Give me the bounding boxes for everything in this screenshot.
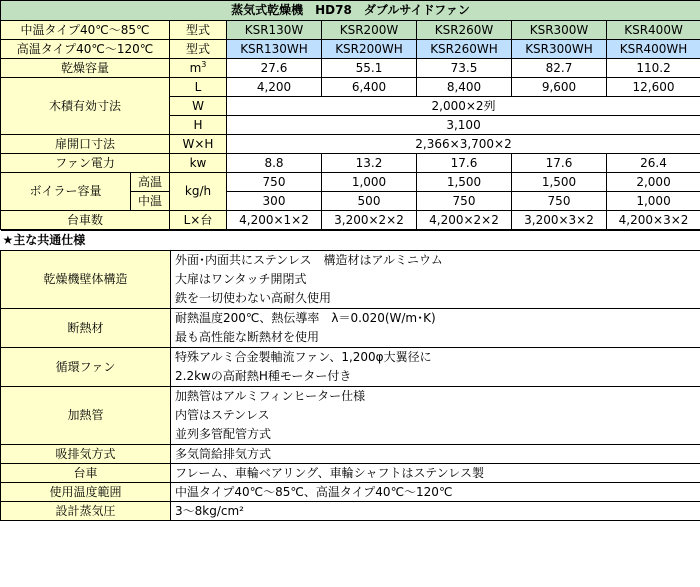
- spec-table-main: [0, 0, 700, 230]
- boiler-mid-value: 1,000: [607, 192, 700, 211]
- lumber-unit-l: L: [170, 78, 227, 97]
- model-cell: KSR130WH: [227, 40, 322, 59]
- carts-value: 4,200×3×2: [607, 211, 700, 230]
- boiler-label: ボイラー容量: [1, 173, 131, 211]
- door-unit: W×H: [170, 135, 227, 154]
- model-cell: KSR300WH: [512, 40, 607, 59]
- lumber-l-value: 4,200: [227, 78, 322, 97]
- model-cell: KSR200W: [322, 21, 417, 40]
- spec-line: 外面･内面共にステンレス 構造材はアルミニウム: [175, 253, 443, 267]
- spec-label: 台車: [1, 464, 171, 483]
- spec-value: 中温タイプ40℃〜85℃、高温タイプ40℃〜120℃: [171, 483, 700, 502]
- spec-line: 大扉はワンタッチ開閉式: [175, 272, 307, 286]
- model-cell: KSR400WH: [607, 40, 700, 59]
- fan-power-value: 8.8: [227, 154, 322, 173]
- model-cell: KSR300W: [512, 21, 607, 40]
- fan-power-value: 13.2: [322, 154, 417, 173]
- spec-line: 内管はステンレス: [175, 408, 270, 422]
- capacity-value: 55.1: [322, 59, 417, 78]
- lumber-l-value: 6,400: [322, 78, 417, 97]
- capacity-value: 73.5: [417, 59, 512, 78]
- boiler-mid-value: 750: [417, 192, 512, 211]
- spec-label: 加熱管: [1, 387, 171, 445]
- carts-value: 4,200×2×2: [417, 211, 512, 230]
- spec-line: 2.2kwの高耐熱H種モーター付き: [175, 369, 352, 383]
- boiler-mid-value: 500: [322, 192, 417, 211]
- spec-label: 乾燥機壁体構造: [1, 251, 171, 309]
- type-label-high: 高温タイプ40℃〜120℃: [1, 40, 170, 59]
- boiler-high-value: 1,500: [417, 173, 512, 192]
- fan-power-value: 17.6: [512, 154, 607, 173]
- capacity-value: 110.2: [607, 59, 700, 78]
- spec-value: フレーム、車輪ベアリング、車輪シャフトはステンレス製: [171, 464, 700, 483]
- boiler-high-value: 2,000: [607, 173, 700, 192]
- boiler-high-value: 750: [227, 173, 322, 192]
- spec-value: [171, 387, 700, 445]
- lumber-unit-h: H: [170, 116, 227, 135]
- lumber-w-value: 2,000×2列: [227, 97, 700, 116]
- boiler-mid-value: 300: [227, 192, 322, 211]
- spec-label: 循環ファン: [1, 348, 171, 387]
- carts-value: 3,200×3×2: [512, 211, 607, 230]
- carts-value: 3,200×2×2: [322, 211, 417, 230]
- boiler-high-value: 1,000: [322, 173, 417, 192]
- door-value: 2,366×3,700×2: [227, 135, 700, 154]
- model-cell: KSR400W: [607, 21, 700, 40]
- boiler-unit: kg/h: [170, 173, 227, 211]
- spec-value: [171, 309, 700, 348]
- capacity-label: 乾燥容量: [1, 59, 170, 78]
- type-unit-high: 型式: [170, 40, 227, 59]
- carts-unit: L×台: [170, 211, 227, 230]
- fan-power-value: 17.6: [417, 154, 512, 173]
- table-title: 蒸気式乾燥機 HD78 ダブルサイドファン: [1, 1, 700, 21]
- spec-line: 耐熱温度200℃、熱伝導率 λ＝0.020(W/m･K): [175, 311, 436, 325]
- type-unit-mid: 型式: [170, 21, 227, 40]
- lumber-l-value: 8,400: [417, 78, 512, 97]
- boiler-mid-value: 750: [512, 192, 607, 211]
- boiler-high-value: 1,500: [512, 173, 607, 192]
- spec-line: 並列多管配管方式: [175, 427, 272, 441]
- lumber-l-value: 12,600: [607, 78, 700, 97]
- boiler-mid-label: 中温: [131, 192, 170, 211]
- spec-value: [171, 348, 700, 387]
- fan-power-unit: kw: [170, 154, 227, 173]
- door-label: 扉開口寸法: [1, 135, 170, 154]
- lumber-unit-w: W: [170, 97, 227, 116]
- carts-label: 台車数: [1, 211, 170, 230]
- fan-power-label: ファン電力: [1, 154, 170, 173]
- capacity-value: 82.7: [512, 59, 607, 78]
- spec-label: 断熱材: [1, 309, 171, 348]
- spec-label: 吸排気方式: [1, 445, 171, 464]
- carts-value: 4,200×1×2: [227, 211, 322, 230]
- spec-value: 3〜8kg/cm²: [171, 502, 700, 521]
- type-label-mid: 中温タイプ40℃〜85℃: [1, 21, 170, 40]
- spec-label: 設計蒸気圧: [1, 502, 171, 521]
- model-cell: KSR260W: [417, 21, 512, 40]
- fan-power-value: 26.4: [607, 154, 700, 173]
- spec-line: 加熱管はアルミフィンヒーター仕様: [175, 389, 366, 403]
- spec-line: 最も高性能な断熱材を使用: [175, 330, 320, 344]
- common-spec-table: [0, 230, 700, 521]
- spec-line: 特殊アルミ合金製軸流ファン、1,200φ大翼径に: [175, 350, 432, 364]
- spec-value: [171, 251, 700, 309]
- capacity-value: 27.6: [227, 59, 322, 78]
- model-cell: KSR130W: [227, 21, 322, 40]
- spec-label: 使用温度範囲: [1, 483, 171, 502]
- model-cell: KSR260WH: [417, 40, 512, 59]
- section-title: ★主な共通仕様: [1, 231, 700, 251]
- boiler-high-label: 高温: [131, 173, 170, 192]
- lumber-l-value: 9,600: [512, 78, 607, 97]
- spec-value: 多気筒給排気方式: [171, 445, 700, 464]
- spec-line: 鉄を一切使わない高耐久使用: [175, 291, 332, 305]
- capacity-unit: $m^3$: [170, 59, 227, 78]
- model-cell: KSR200WH: [322, 40, 417, 59]
- lumber-h-value: 3,100: [227, 116, 700, 135]
- lumber-label: 木積有効寸法: [1, 78, 170, 135]
